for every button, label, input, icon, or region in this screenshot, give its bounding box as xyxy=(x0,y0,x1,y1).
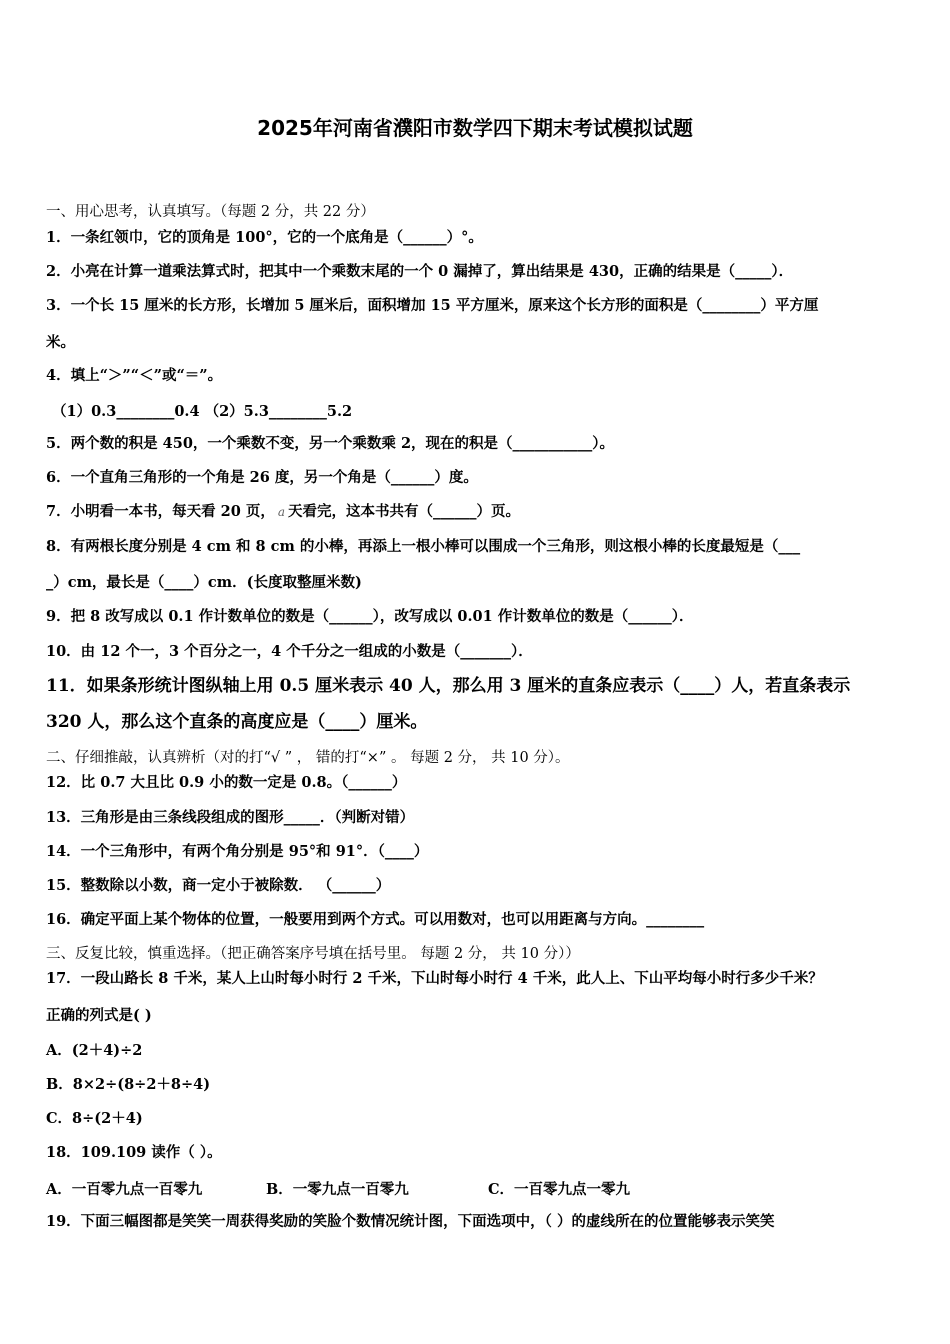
question-6: 6．一个直角三角形的一个角是 26 度，另一个角是（______）度。 xyxy=(46,469,478,486)
question-5: 5．两个数的积是 450，一个乘数不变，另一个乘数乘 2，现在的积是（___________）。 xyxy=(46,435,615,452)
question-12: 12．比 0.7 大且比 0.9 小的数一定是 0.8。（______） xyxy=(46,774,407,791)
question-7-part-1: 7．小明看一本书，每天看 20 页， xyxy=(46,503,275,520)
question-10: 10．由 12 个一，3 个百分之一，4 个千分之一组成的小数是（_______）． xyxy=(46,643,533,660)
question-3-line-1: 3．一个长 15 厘米的长方形，长增加 5 厘米后，面积增加 15 平方厘米，原来这个长方形的面积是（________）平方厘 xyxy=(46,297,819,314)
section-1-heading: 一、用心思考，认真填写。（每题 2 分，共 22 分） xyxy=(46,204,375,220)
question-17-option-c: C．8÷(2＋4) xyxy=(46,1110,143,1127)
question-2: 2．小亮在计算一道乘法算式时，把其中一个乘数末尾的一个 0 漏掉了，算出结果是 430，正确的结果是（_____）． xyxy=(46,263,794,280)
question-19: 19．下面三幅图都是笑笑一周获得奖励的笑脸个数情况统计图，下面选项中，（ ）的虚线所在的位置能够表示笑笑 xyxy=(46,1213,775,1230)
section-2-heading: 二、仔细推敲，认真辨析（对的打“√ ” ， 错的打“×” 。 每题 2 分， 共 10 分）。 xyxy=(46,750,570,766)
question-1: 1．一条红领巾，它的顶角是 100°，它的一个底角是（______）°。 xyxy=(46,229,483,246)
question-18: 18．109.109 读作（ ）。 xyxy=(46,1144,222,1161)
question-17-option-a: A．(2＋4)÷2 xyxy=(46,1042,143,1059)
question-8-line-2: _）cm，最长是（____）cm．(长度取整厘米数) xyxy=(46,574,362,591)
question-13: 13．三角形是由三条线段组成的图形_____．（判断对错） xyxy=(46,809,415,826)
question-18-option-c: C．一百零九点一零九 xyxy=(488,1181,631,1198)
page-title: 2025年河南省濮阳市数学四下期末考试模拟试题 xyxy=(257,116,693,140)
question-11-line-1: 11．如果条形统计图纵轴上用 0.5 厘米表示 40 人，那么用 3 厘米的直条应表示（____）人，若直条表示 xyxy=(46,676,851,696)
question-3-line-2: 米。 xyxy=(46,334,75,351)
question-7-part-2: 天看完，这本书共有（______）页。 xyxy=(288,503,521,520)
question-18-option-b: B．一零九点一百零九 xyxy=(266,1181,409,1198)
question-17-line-2: 正确的列式是( ) xyxy=(46,1007,152,1024)
question-4: 4．填上“＞”“＜”或“＝”。 xyxy=(46,367,223,384)
question-11-line-2: 320 人，那么这个直条的高度应是（____）厘米。 xyxy=(46,712,428,732)
question-15: 15．整数除以小数，商一定小于被除数． （______） xyxy=(46,877,391,894)
question-14: 14．一个三角形中，有两个角分别是 95°和 91°．（____） xyxy=(46,843,429,860)
question-16: 16．确定平面上某个物体的位置，一般要用到两个方式。可以用数对，也可以用距离与方向。________ xyxy=(46,911,705,928)
question-8-line-1: 8．有两根长度分别是 4 cm 和 8 cm 的小棒，再添上一根小棒可以围成一个三角形，则这根小棒的长度最短是（___ xyxy=(46,538,801,555)
question-17-line-1: 17．一段山路长 8 千米，某人上山时每小时行 2 千米，下山时每小时行 4 千米，此人上、下山平均每小时行多少千米？ xyxy=(46,970,823,987)
question-9: 9．把 8 改写成以 0.1 作计数单位的数是（______），改写成以 0.01 作计数单位的数是（______）． xyxy=(46,608,694,625)
variable-a-icon: a xyxy=(277,505,286,519)
question-7 xyxy=(46,502,520,522)
question-18-option-a: A．一百零九点一百零九 xyxy=(46,1181,203,1198)
section-3-heading: 三、反复比较，慎重选择。（把正确答案序号填在括号里。 每题 2 分， 共 10 分）） xyxy=(46,946,580,962)
question-4-subitems: （1）0.3________0.4 （2）5.3________5.2 xyxy=(52,403,353,420)
question-17-option-b: B．8×2÷(8÷2＋8÷4) xyxy=(46,1076,211,1093)
